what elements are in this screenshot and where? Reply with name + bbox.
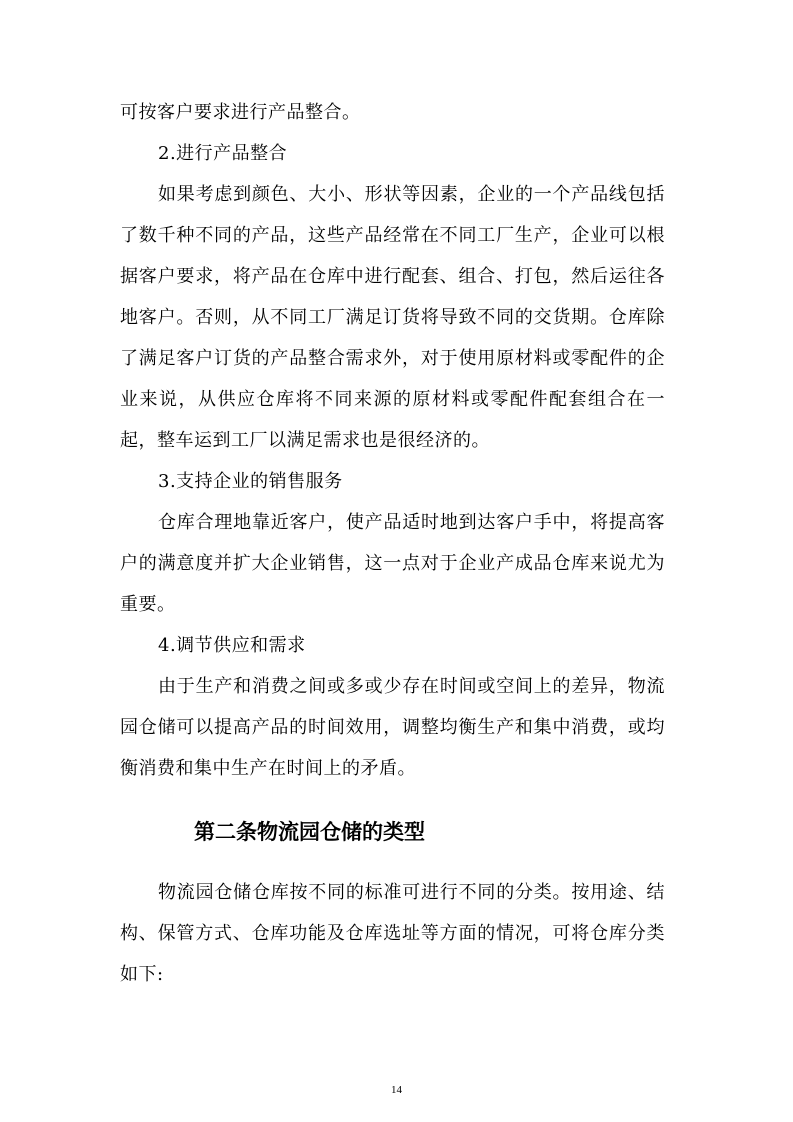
subheading-supply-demand: 4.调节供应和需求 [158, 635, 306, 656]
paragraph-supply-demand: 由于生产和消费之间或多或少存在时间或空间上的差异，物流园仓储可以提高产品的时间效用，调整均衡生产和集中消费，或均衡消费和集中生产在时间上的矛盾。 [120, 676, 665, 779]
paragraph-sales-service: 仓库合理地靠近客户，使产品适时地到达客户手中，将提高客户的满意度并扩大企业销售，这一点对于企业产成品仓库来说尤为重要。 [120, 512, 665, 615]
subheading-product-integration: 2.进行产品整合 [158, 143, 288, 164]
paragraph-continuation: 可按客户要求进行产品整合。 [120, 102, 361, 123]
section-heading: 第二条物流园仓储的类型 [194, 819, 425, 844]
paragraph-warehouse-types: 物流园仓储仓库按不同的标准可进行不同的分类。按用途、结构、保管方式、仓库功能及仓库选址等方面的情况，可将仓库分类如下: [120, 882, 665, 985]
subheading-sales-service: 3.支持企业的销售服务 [158, 471, 343, 492]
page-number: 14 [391, 1084, 402, 1096]
page-content [120, 92, 665, 995]
paragraph-product-integration: 如果考虑到颜色、大小、形状等因素，企业的一个产品线包括了数千种不同的产品，这些产品经常在不同工厂生产，企业可以根据客户要求，将产品在仓库中进行配套、组合、打包，然后运往各地客户。否则，从不同工厂满足订货将导致不同的交货期。仓库除了满足客户订货的产品整合需求外，对于使用原材料或零配件的企业来说，从供应仓库将不同来源的原材料或零配件配套组合在一起，整车运到工厂以满足需求也是很经济的。 [120, 184, 665, 451]
